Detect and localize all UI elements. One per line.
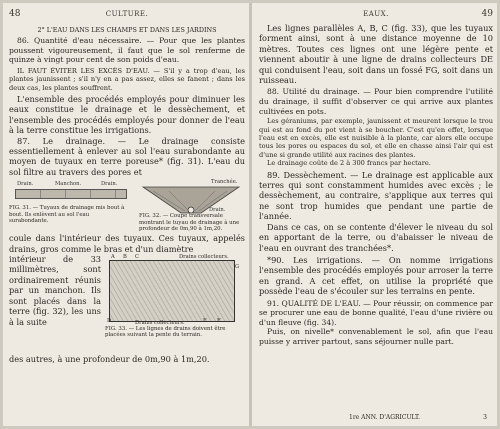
left-page (9, 9, 245, 421)
paragraph-profondeur: des autres, à une profondeur de 0m,90 à 1m,20. (9, 354, 210, 365)
paragraph-lignes: Les lignes parallèles A, B, C (fig. 33), que les tuyaux forment ainsi, sont à une distance moyenne de 10 mètres. Toutes ces lignes ont une légère pente et viennent aboutir à une ligne de drains collecteurs DE qui conduisent l'eau, soit dans un fossé FG, soit dans un ruisseau. (259, 23, 493, 86)
fig33-label-g: G (235, 264, 240, 271)
paragraph-87: 87. Le drainage. — Le drainage consiste essentiellement à enlever au sol l'eau surabondante au moyen de tuyaux en terre poreuse* (fig. 31). L'eau du sol filtre au travers des pores et (9, 135, 245, 177)
figure-33 (105, 254, 245, 346)
footer-signature: 1re ANN. D'AGRICULT. (349, 414, 421, 421)
fig33-label-e: E (203, 318, 207, 325)
book-gutter (249, 3, 252, 426)
left-running-head: CULTURE. (105, 10, 149, 18)
footer-sheet-number: 3 (483, 414, 487, 421)
fig33-label-b: B (123, 254, 127, 261)
fig32-caption: FIG. 32. — Coupe transversale montrant le tuyau de drainage à une profondeur de 0m,90 à 1m,20. (139, 213, 240, 233)
figure-32 (139, 179, 245, 233)
left-page-number: 48 (9, 9, 21, 19)
right-running-head: EAUX. (363, 10, 389, 18)
paragraph-89: 89. Dessèchement. — Le drainage est applicable aux terres qui sont constamment humides avec excès ; le dessèchement, au contraire, s'applique aux terres qui ne sont trop humides que pendant une partie de l'année. (259, 169, 493, 222)
paragraph-geraniums: Les géraniums, par exemple, jaunissent et meurent lorsque le trou qui est au fond du pot vient à se boucher. C'est qu'en effet, lorsque l'eau est en excès, elle est nuisible à la plante, car alors elle occupe tous les pores ou espaces du sol, et elle en chasse ainsi l'air qui est d'une si grande utilité aux racines des plantes. (259, 117, 493, 159)
paragraph-91: 91. QUALITÉ DE L'EAU. — Pour réussir, on commence par se procurer une eau de bonne qualité, l'eau d'une rivière ou d'un fleuve (fig. 34). (259, 298, 493, 327)
fig33-caption: FIG. 33. — Les lignes de drains doivent être placées suivant la pente du terrain. (105, 326, 226, 339)
left-header (9, 9, 245, 23)
paragraph-exces: IL FAUT ÉVITER LES EXCÈS D'EAU. — S'il y a trop d'eau, les plantes jaunissent ; s'il n'y en a pas assez, elles se fanent ; dans les deux cas, les plantes souffrent. (9, 66, 245, 92)
trench-section-illustration (139, 183, 245, 217)
fig31-label-manchon: Manchon. (55, 181, 82, 188)
fig33-label-f: F (217, 318, 221, 325)
paragraph-puis: Puis, on nivelle* convenablement le sol, afin que l'eau puisse y arriver partout, sans séjourner nulle part. (259, 327, 493, 346)
fig33-label-collecteurs-bottom: Drains collecteurs. (135, 320, 185, 327)
paragraph-ensemble: L'ensemble des procédés employés pour diminuer les eaux constitue le drainage et le dessèchement, et l'ensemble des procédés employés pour donner de l'eau à la terre constitue les irrigations. (9, 94, 245, 136)
right-page (259, 9, 493, 421)
paragraph-cout: Le drainage coûte de 2 à 300 francs par hectare. (267, 159, 431, 168)
paragraph-coule-column: intérieur de 33 millimètres, sont ordinairement réunis par un manchon. Ils sont placés dans la terre (fig. 32), les uns à la suite (9, 254, 101, 327)
fig31-label-drain-right: Drain. (101, 181, 118, 188)
figures-31-32 (9, 179, 245, 233)
fig31-caption: FIG. 31. — Tuyaux de drainage mis bout à bout. Ils enlèvent au sol l'eau surabondante. (9, 205, 125, 225)
fig33-label-a: A (111, 254, 115, 261)
paragraph-coule: coule dans l'intérieur des tuyaux. Ces tuyaux, appelés drains, gros comme le bras et d'un diamètre (9, 233, 245, 254)
fig32-label-drain: Drain. (209, 207, 226, 214)
right-header (259, 9, 493, 23)
drain-pipes-illustration (15, 189, 127, 199)
fig33-label-c: C (135, 254, 139, 261)
paragraph-88: 88. Utilité du drainage. — Pour bien comprendre l'utilité du drainage, il suffit d'observer ce qui arrive aux plantes cultivées en pots. (259, 87, 493, 116)
text-with-figure-33 (9, 254, 245, 354)
paragraph-86: 86. Quantité d'eau nécessaire. — Pour que les plantes poussent vigoureusement, il faut que le sol renferme de quinze à vingt pour cent de son poids d'eau. (9, 36, 245, 65)
fig33-label-d: D (107, 318, 112, 325)
section-heading: 2° L'EAU DANS LES CHAMPS ET DANS LES JARDINS (37, 26, 217, 34)
fig32-label-tranchee: Tranchée. (211, 179, 238, 186)
fig33-label-collecteurs-top: Drains collecteurs. (179, 254, 229, 261)
paragraph-90: *90. Les irrigations. — On nomme irrigations l'ensemble des procédés employés pour arroser la terre en grand. A cet effet, on utilise la propriété que possède l'eau de s'écouler sur les terrains en pente. (259, 254, 493, 297)
fig31-label-drain-left: Drain. (17, 181, 34, 188)
book-spread (3, 3, 497, 426)
paragraph-dans-ce-cas: Dans ce cas, on se contente d'élever le niveau du sol en apportant de la terre, ou d'abaisser le niveau de l'eau en ouvrant des tranchées*. (259, 221, 493, 253)
right-page-number: 49 (481, 9, 493, 19)
